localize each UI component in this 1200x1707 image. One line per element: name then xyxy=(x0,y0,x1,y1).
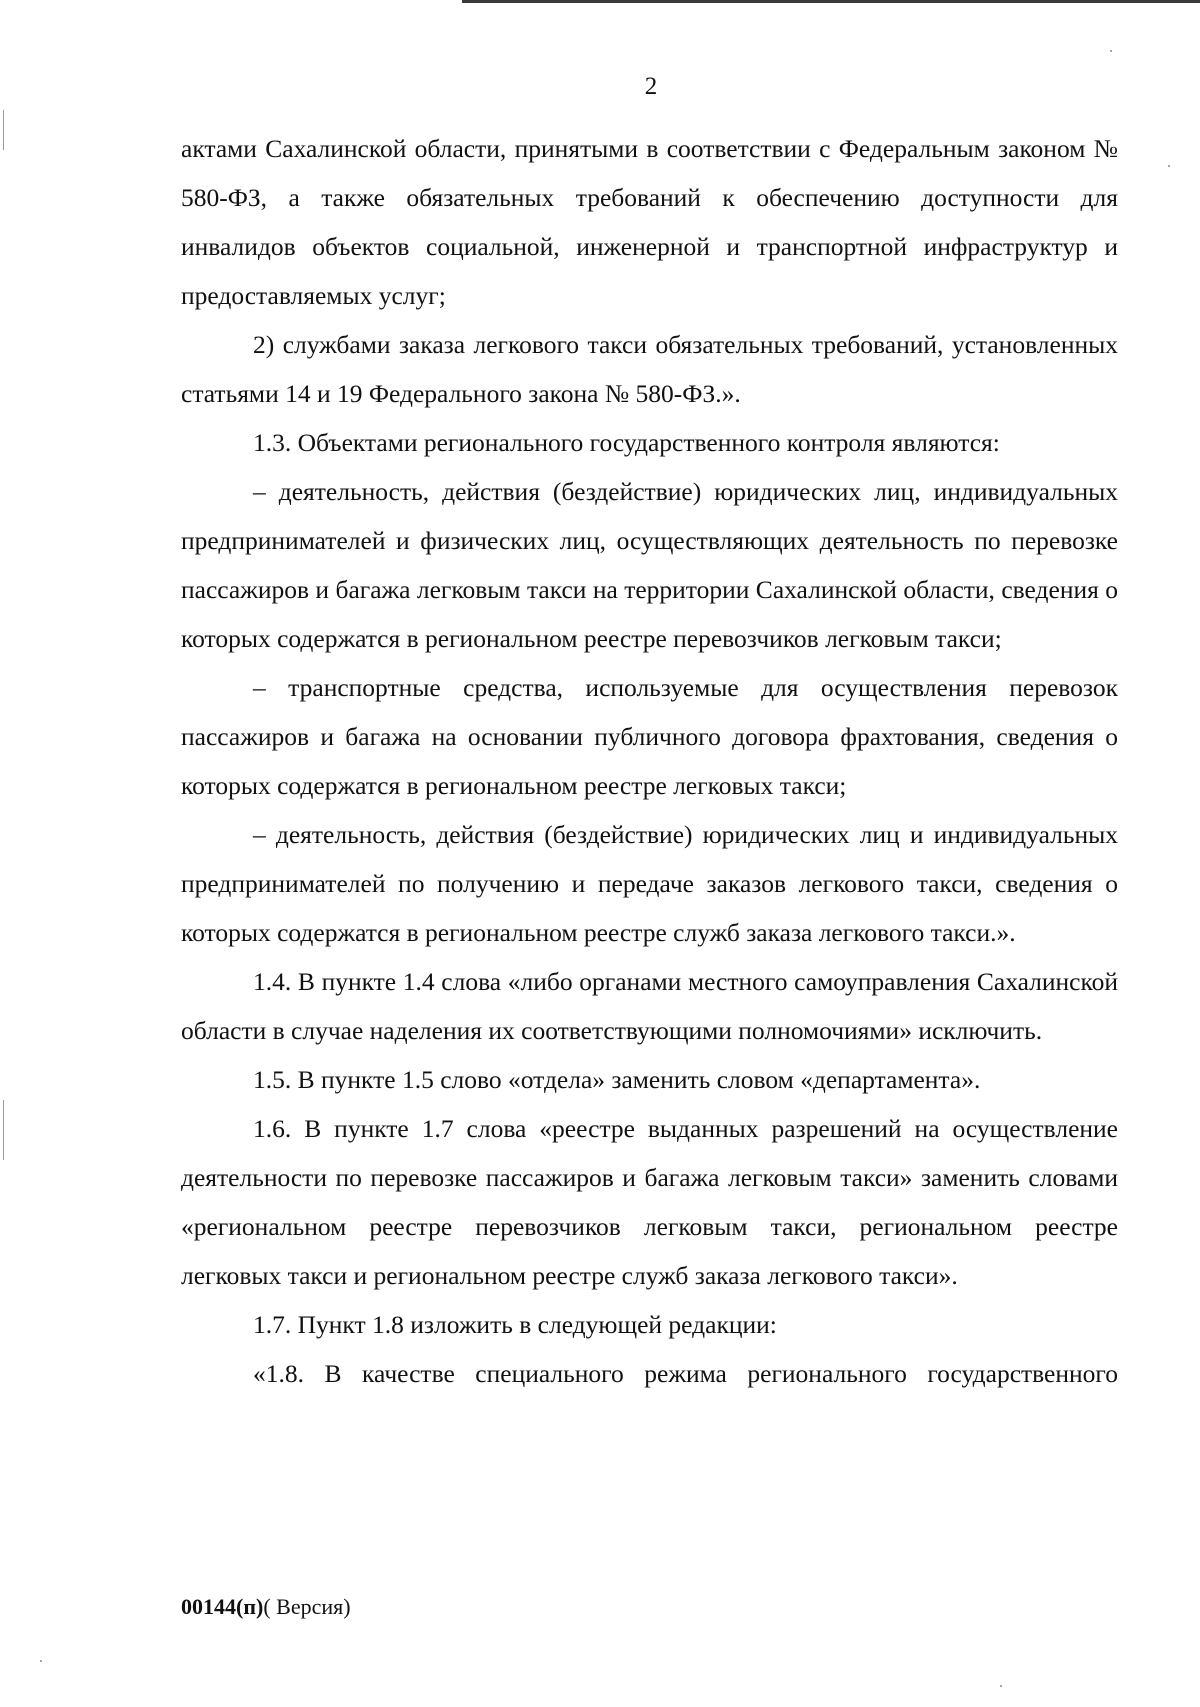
version-label: ( Версия) xyxy=(263,1594,351,1619)
scan-speck xyxy=(40,1660,42,1662)
paragraph: 2) службами заказа легкового такси обязательных требований, установленных статьями 14 и 19 Федерального закона № 580-ФЗ.». xyxy=(181,330,1118,408)
paragraph: 1.3. Объектами регионального государственного контроля являются: xyxy=(253,428,1000,457)
scan-edge-left xyxy=(3,1100,4,1160)
document-code: 00144(п) xyxy=(181,1594,264,1619)
scan-speck xyxy=(1168,165,1170,167)
scan-edge-left xyxy=(3,110,4,150)
paragraph: 1.5. В пункте 1.5 слово «отдела» заменить словом «департамента». xyxy=(253,1065,981,1094)
scan-speck xyxy=(1110,50,1112,52)
document-footer xyxy=(181,1592,351,1622)
scan-speck xyxy=(1000,1685,1002,1687)
list-item: – деятельность, действия (бездействие) юридических лиц, индивидуальных предпринимателей и физических лиц, осуществляющих деятельность по перевозке пассажиров и багажа легковым такси на территории Сахалинской области, сведения о которых содержатся в региональном реестре перевозчиков легковым такси; xyxy=(181,477,1118,653)
paragraph: 1.7. Пункт 1.8 изложить в следующей редакции: xyxy=(253,1310,777,1339)
list-item: – транспортные средства, используемые для осуществления перевозок пассажиров и багажа на основании публичного договора фрахтования, сведения о которых содержатся в региональном реестре легковых такси; xyxy=(181,673,1118,800)
paragraph: 1.4. В пункте 1.4 слова «либо органами местного самоуправления Сахалинской области в случае наделения их соответствующими полномочиями» исключить. xyxy=(181,967,1118,1045)
paragraph: 1.6. В пункте 1.7 слова «реестре выданных разрешений на осуществление деятельности по перевозке пассажиров и багажа легковым такси» заменить словами «региональном реестре перевозчиков легковым такси, региональном реестре легковых такси и региональном реестре служб заказа легкового такси». xyxy=(181,1114,1118,1290)
document-body xyxy=(181,124,1118,1398)
scan-edge-top xyxy=(462,0,1200,3)
list-item: – деятельность, действия (бездействие) юридических лиц и индивидуальных предпринимателей по получению и передаче заказов легкового такси, сведения о которых содержатся в региональном реестре служб заказа легкового такси.». xyxy=(181,820,1118,947)
paragraph: актами Сахалинской области, принятыми в соответствии с Федеральным законом № 580-ФЗ, а также обязательных требований к обеспечению доступности для инвалидов объектов социальной, инженерной и транспортной инфраструктур и предоставляемых услуг; xyxy=(181,134,1118,310)
page-number: 2 xyxy=(644,73,658,100)
paragraph: «1.8. В качестве специального режима регионального государственного xyxy=(253,1359,1118,1388)
